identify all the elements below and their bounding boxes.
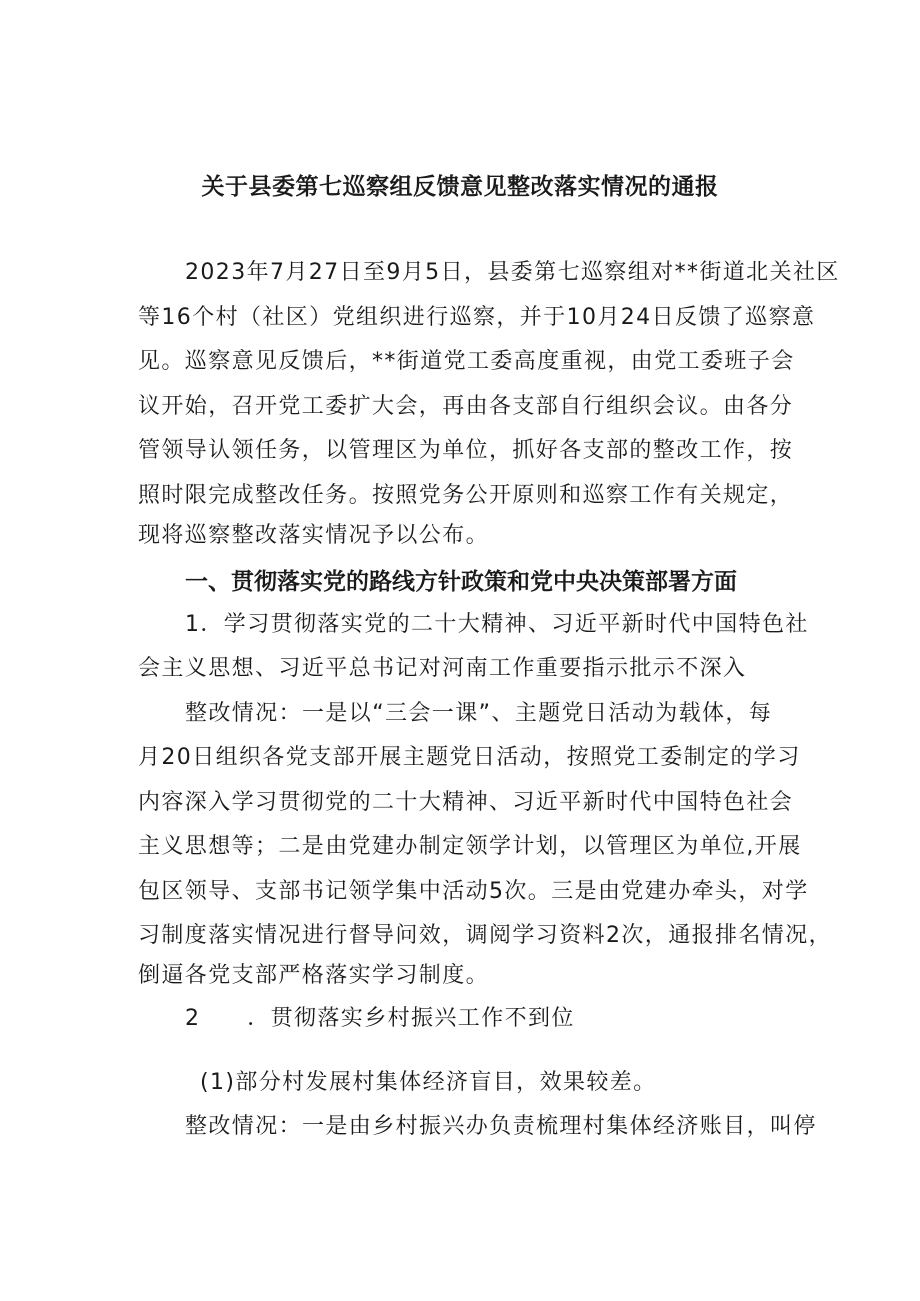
paragraph-line: 倒逼各党支部严格落实学习制度。 <box>138 963 490 988</box>
paragraph-line: 2 ．贯彻落实乡村振兴工作不到位 <box>185 1006 575 1031</box>
paragraph-line: 现将巡察整改落实情况予以公布。 <box>138 523 490 548</box>
paragraph-line: 2023年7月27日至9月5日，县委第七巡察组对**街道北关社区 <box>185 260 840 285</box>
paragraph-line: 照时限完成整改任务。按照党务公开原则和巡察工作有关规定， <box>138 483 794 508</box>
paragraph-line: 等16个村（社区）党组织进行巡察，并于10月24日反馈了巡察意 <box>138 305 816 330</box>
paragraph-line: 月20日组织各党支部开展主题党日活动，按照党工委制定的学习 <box>138 745 801 770</box>
paragraph-line: 主义思想等；二是由党建办制定领学计划，以管理区为单位,开展 <box>138 834 802 859</box>
paragraph-line: 内容深入学习贯彻党的二十大精神、习近平新时代中国特色社会 <box>138 790 794 815</box>
paragraph-line: 议开始，召开党工委扩大会，再由各支部自行组织会议。由各分 <box>138 394 794 419</box>
paragraph-line: (1)部分村发展村集体经济盲目，效果较差。 <box>200 1070 657 1095</box>
paragraph-line: 习制度落实情况进行督导问效，调阅学习资料2次，通报排名情况， <box>138 923 832 948</box>
paragraph-line: 管领导认领任务，以管理区为单位，抓好各支部的整改工作，按 <box>138 438 794 463</box>
section-heading: 一、贯彻落实党的路线方针政策和党中央决策部署方面 <box>185 569 737 595</box>
document-title: 关于县委第七巡察组反馈意见整改落实情况的通报 <box>201 174 719 200</box>
paragraph-line: 见。巡察意见反馈后，**街道党工委高度重视，由党工委班子会 <box>138 349 795 374</box>
paragraph-line: 包区领导、支部书记领学集中活动5次。三是由党建办牵头，对学 <box>138 879 809 904</box>
paragraph-line: 会主义思想、习近平总书记对河南工作重要指示批示不深入 <box>138 656 747 681</box>
paragraph-line: 整改情况：一是由乡村振兴办负责梳理村集体经济账目，叫停 <box>185 1114 817 1139</box>
paragraph-line: 整改情况：一是以“三会一课”、主题党日活动为载体，每 <box>185 701 773 726</box>
paragraph-line: 1．学习贯彻落实党的二十大精神、习近平新时代中国特色社 <box>185 612 809 637</box>
